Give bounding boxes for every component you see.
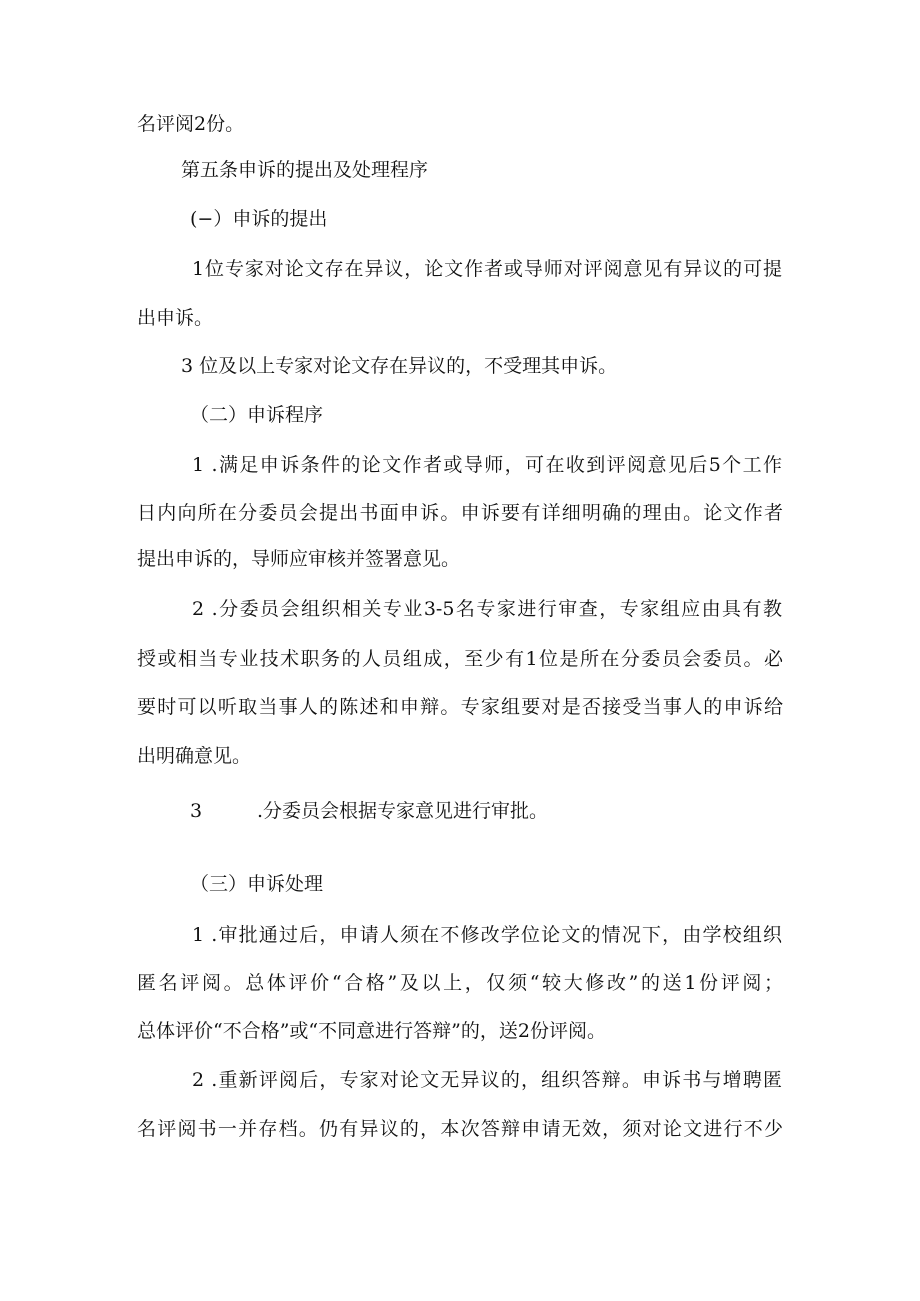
section-heading: （三）申诉处理 bbox=[190, 873, 324, 895]
section-heading: (−）申诉的提出 bbox=[190, 208, 328, 230]
body-text-line: .分委员会根据专家意见进行审批。 bbox=[257, 800, 549, 822]
body-text-line: 3 位及以上专家对论文存在异议的，不受理其申诉。 bbox=[181, 355, 618, 377]
body-text-line: 出明确意见。 bbox=[137, 745, 252, 767]
body-text-line: 2 .重新评阅后，专家对论文无异议的，组织答辩。申诉书与增聘匿 bbox=[192, 1069, 782, 1091]
body-text-line: 总体评价“不合格”或“不同意进行答辩”的，送2份评阅。 bbox=[137, 1020, 606, 1042]
body-text-line: 出申诉。 bbox=[137, 307, 214, 329]
body-text-line: 1位专家对论文存在异议，论文作者或导师对评阅意见有异议的可提 bbox=[192, 258, 782, 280]
body-text-line: 授或相当专业技术职务的人员组成，至少有1位是所在分委员会委员。必 bbox=[137, 648, 783, 670]
body-text-line: 1 .满足申诉条件的论文作者或导师，可在收到评阅意见后5个工作 bbox=[192, 454, 782, 476]
body-text-line: 匿名评阅。总体评价“合格”及以上，仅须“较大修改”的送1份评阅； bbox=[137, 972, 783, 994]
body-text-line: 要时可以听取当事人的陈述和申辩。专家组要对是否接受当事人的申诉给 bbox=[137, 696, 783, 718]
body-text-line: 名评阅书一并存档。仍有异议的，本次答辩申请无效，须对论文进行不少 bbox=[137, 1118, 783, 1140]
body-text-line: 2 .分委员会组织相关专业3-5名专家进行审查，专家组应由具有教 bbox=[192, 598, 782, 620]
section-heading: （二）申诉程序 bbox=[190, 404, 324, 426]
body-text-line: 1 .审批通过后，申请人须在不修改学位论文的情况下，由学校组织 bbox=[192, 924, 782, 946]
article-heading: 第五条申诉的提出及处理程序 bbox=[181, 159, 429, 181]
body-text-line: 名评阅2份。 bbox=[137, 113, 245, 135]
body-text-line: 日内向所在分委员会提出书面申诉。申诉要有详细明确的理由。论文作者 bbox=[137, 502, 783, 524]
list-number: 3 bbox=[190, 800, 203, 822]
body-text-line: 提出申诉的，导师应审核并签署意见。 bbox=[137, 548, 461, 570]
